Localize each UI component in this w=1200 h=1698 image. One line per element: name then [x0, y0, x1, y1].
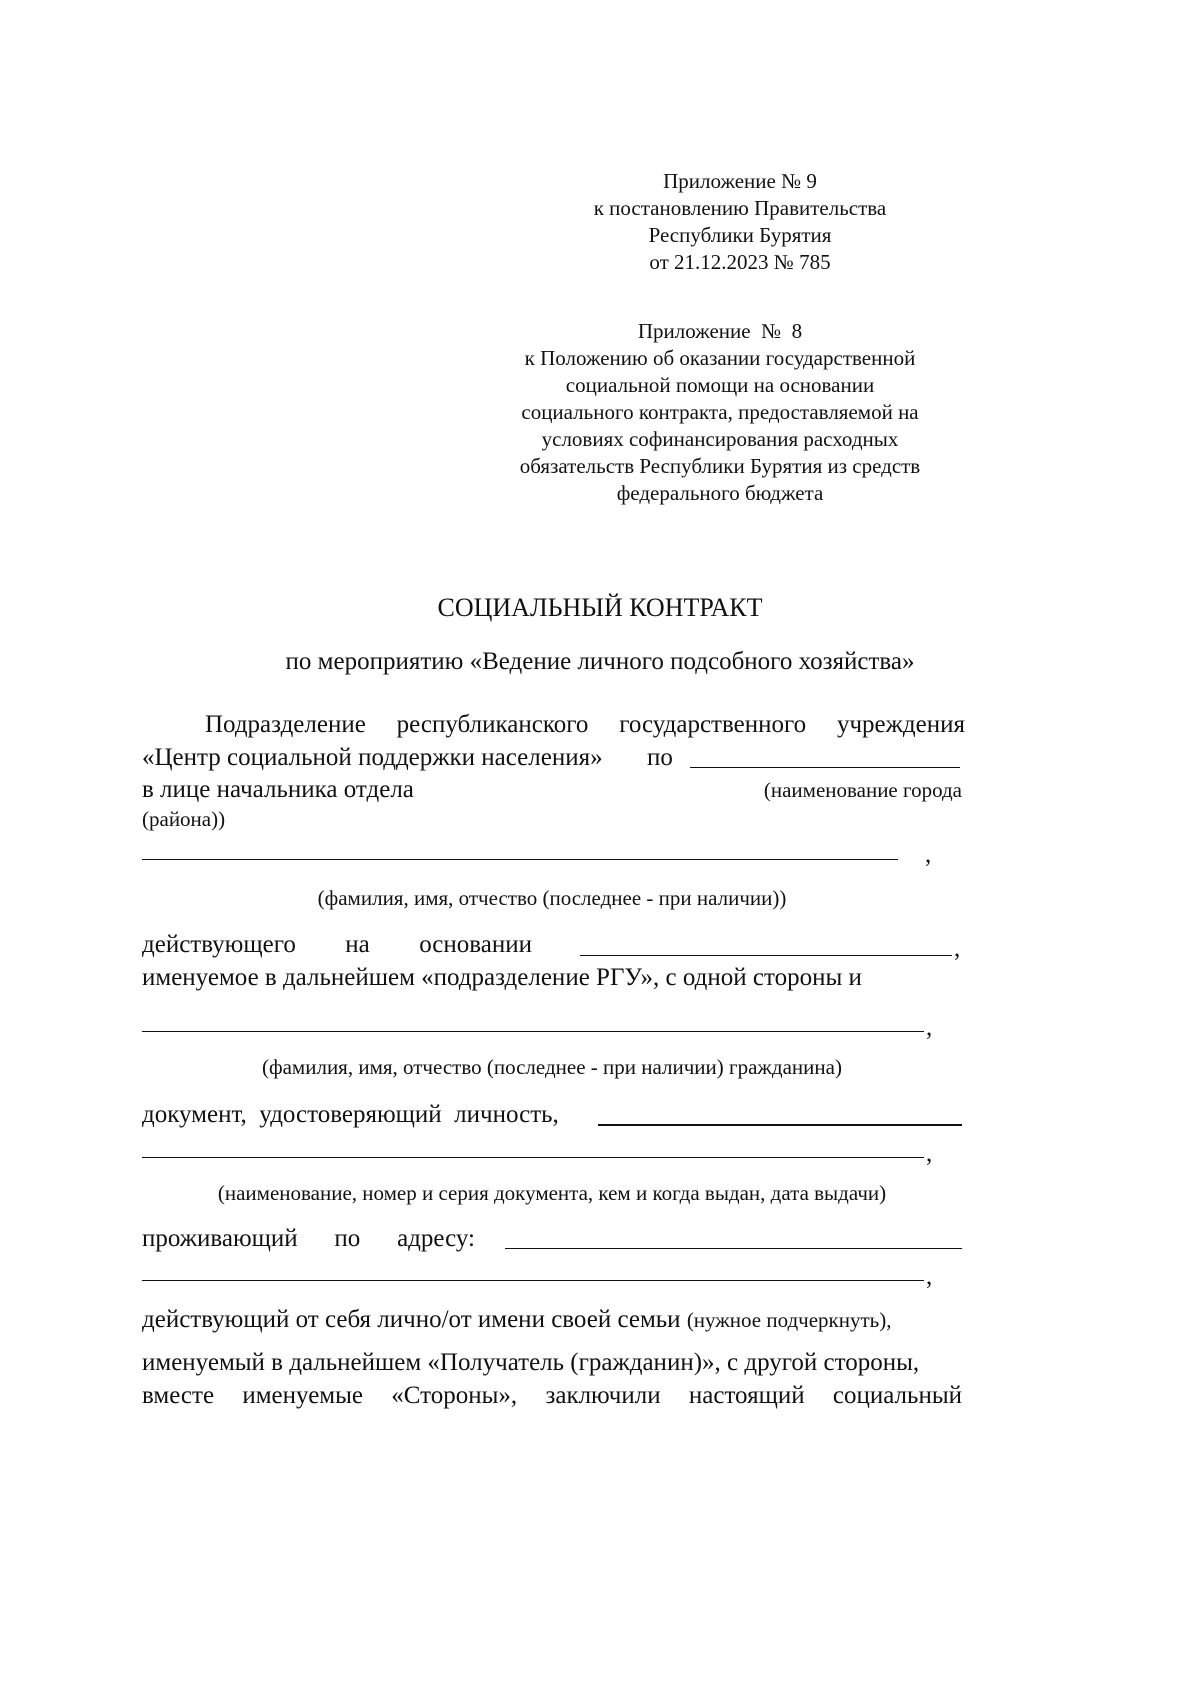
- recipient-line: [142, 1346, 962, 1379]
- appendix-8-line: социальной помощи на основании: [565, 373, 875, 397]
- contract-title: СОЦИАЛЬНЫЙ КОНТРАКТ: [437, 593, 763, 622]
- para1-line2: [142, 741, 603, 774]
- comma: ,: [926, 1263, 933, 1290]
- caption-document: (наименование, номер и серия документа, кем и когда выдан, дата выдачи): [217, 1181, 887, 1205]
- final-line: [142, 1379, 962, 1412]
- appendix-8-title: Приложение № 8: [637, 319, 803, 343]
- address-word: по: [334, 1225, 361, 1252]
- para1-word: Подразделение: [205, 711, 366, 738]
- acting-word: основании: [419, 931, 532, 958]
- head-fio-blank-line: [142, 859, 898, 860]
- para1-line1: [205, 708, 965, 741]
- comma: ,: [954, 935, 961, 962]
- acting-self-text: действующий от себя лично/от имени своей семьи: [142, 1306, 681, 1333]
- id-doc-blank-line-2: [142, 1157, 924, 1158]
- appendix-9-line: от 21.12.2023 № 785: [649, 250, 831, 274]
- para1-line3: в лице начальника отдела: [142, 776, 414, 803]
- caption-district: (района)): [142, 807, 226, 831]
- city-blank-line: [690, 767, 960, 768]
- address-blank-line-2: [142, 1280, 924, 1281]
- appendix-8-line: обязательств Республики Бурятия из средств: [519, 454, 921, 478]
- address-blank-line: [505, 1248, 962, 1249]
- caption-fio: (фамилия, имя, отчество (последнее - при наличии)): [317, 886, 787, 910]
- appendix-8-line: к Положению об оказании государственной: [524, 346, 916, 370]
- caption-citizen: (фамилия, имя, отчество (последнее - при наличии) гражданина): [262, 1055, 842, 1079]
- appendix-8-line: социального контракта, предоставляемой на: [521, 400, 919, 424]
- caption-city: (наименование города: [763, 778, 962, 802]
- para1-word: республиканского: [396, 711, 589, 738]
- comma: ,: [926, 1140, 933, 1167]
- named-rgu-line: именуемое в дальнейшем «подразделение РГУ», с одной стороны и: [142, 964, 862, 991]
- address-word: проживающий: [142, 1225, 298, 1252]
- para1-word: государственного: [619, 711, 807, 738]
- para1-po: по: [647, 744, 673, 771]
- address-word: адресу:: [397, 1225, 475, 1252]
- comma: ,: [925, 841, 932, 868]
- final-word: вместе: [142, 1382, 215, 1409]
- final-word: «Стороны»,: [391, 1382, 518, 1409]
- final-word: настоящий: [688, 1382, 805, 1409]
- appendix-9-title: Приложение № 9: [663, 169, 817, 193]
- appendix-8-line: федерального бюджета: [616, 481, 824, 505]
- appendix-9-line: Республики Бурятия: [648, 223, 832, 247]
- acting-word: действующего: [142, 931, 296, 958]
- address-words: [142, 1222, 475, 1255]
- final-word: социальный: [832, 1382, 962, 1409]
- contract-subtitle: по мероприятию «Ведение личного подсобного хозяйства»: [285, 648, 915, 675]
- id-doc-label: документ, удостоверяющий личность,: [142, 1101, 559, 1128]
- final-word: заключили: [545, 1382, 661, 1409]
- appendix-8-block: [470, 318, 970, 507]
- citizen-fio-blank-line: [142, 1031, 924, 1032]
- basis-blank-line: [580, 955, 952, 956]
- acting-basis-words: [142, 928, 532, 961]
- para1-org-name: «Центр социальной поддержки населения»: [142, 744, 603, 771]
- acting-self-line: [142, 1303, 891, 1337]
- appendix-9-line: к постановлению Правительства: [593, 196, 887, 220]
- id-doc-blank-line: [598, 1124, 962, 1126]
- appendix-8-line: условиях софинансирования расходных: [541, 427, 899, 451]
- appendix-9-block: [520, 168, 960, 276]
- recipient-text: именуемый в дальнейшем «Получатель (гражданин)», с другой стороны,: [142, 1349, 920, 1376]
- final-word: именуемые: [242, 1382, 363, 1409]
- acting-word: на: [345, 931, 370, 958]
- acting-self-note: (нужное подчеркнуть),: [686, 1308, 892, 1332]
- para1-word: учреждения: [836, 711, 965, 738]
- comma: ,: [926, 1014, 933, 1041]
